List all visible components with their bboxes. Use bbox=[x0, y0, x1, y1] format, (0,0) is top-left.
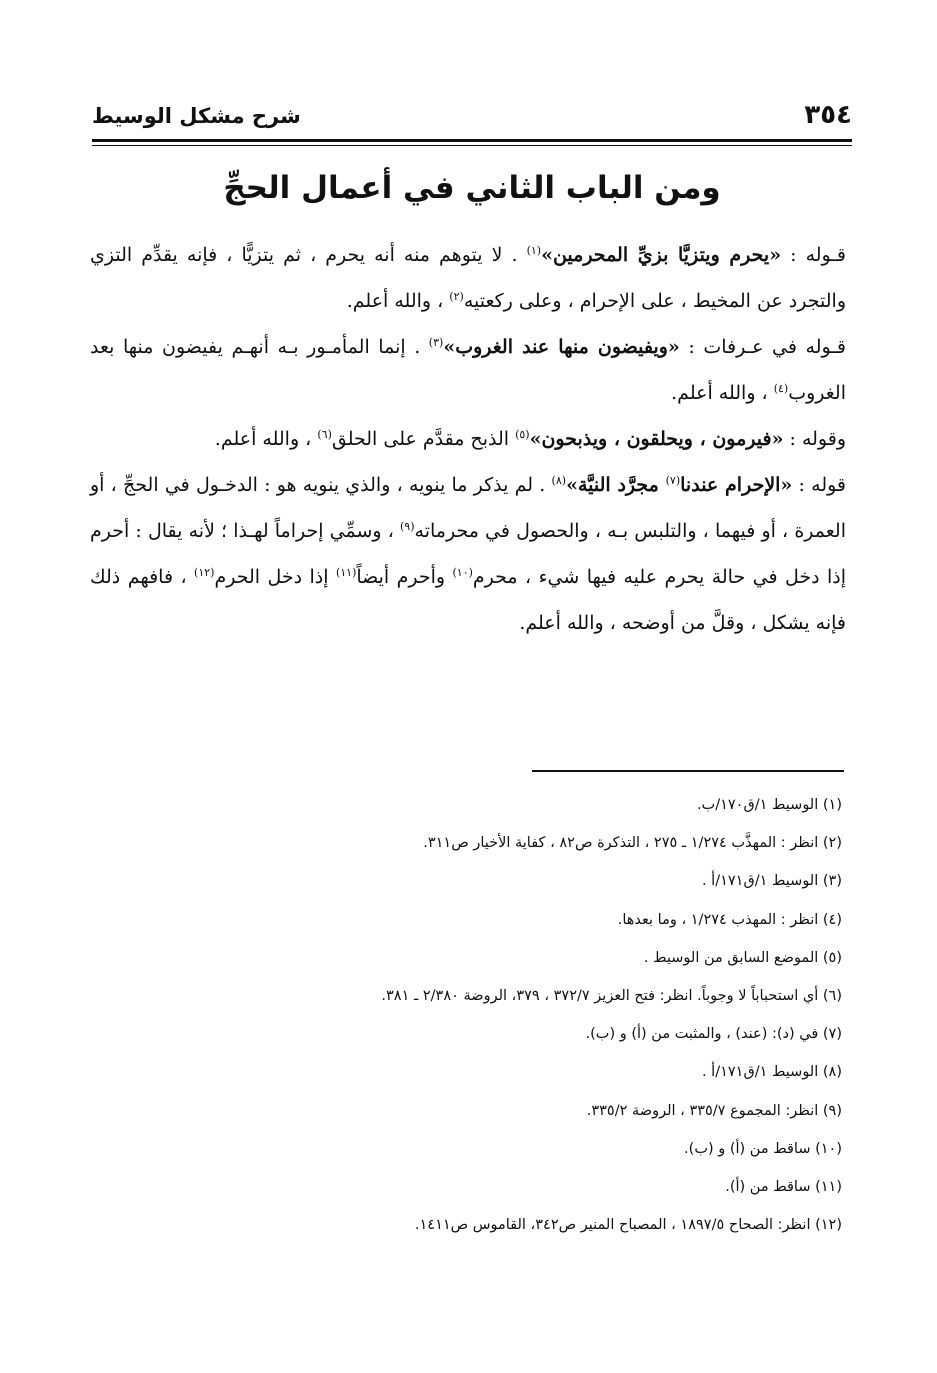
paragraph-4 bbox=[90, 462, 846, 646]
footnote-ref-5: (٥) bbox=[515, 428, 530, 441]
chapter-title: ومن الباب الثاني في أعمال الحجِّ bbox=[223, 170, 721, 206]
header-rule-thick bbox=[92, 139, 852, 142]
paragraph-3 bbox=[90, 416, 846, 462]
footnote-item: (٣) الوسيط ١/ق١٧١/أ . bbox=[701, 873, 842, 890]
paragraph-4-text-4: إذا دخل الحرم bbox=[214, 566, 336, 588]
paragraph-4-text-5: ، فافهم ذلك فإنه يشكل ، وقلَّ من أوضحه ، والله أعلم. bbox=[90, 566, 846, 634]
footnote-item: (٦) أي استحباباً لا وجوباً. انظر: فتح العزيز ٣٧٢/٧ ، ٣٧٩، الروضة ٢/٣٨٠ ـ ٣٨١. bbox=[381, 987, 842, 1004]
running-header-title: شرح مشكل الوسيط bbox=[92, 104, 301, 128]
footnote-item: (٥) الموضع السابق من الوسيط . bbox=[643, 949, 842, 966]
footnote-item: (٩) انظر: المجموع ٣٣٥/٧ ، الروضة ٣٣٥/٢. bbox=[586, 1102, 842, 1119]
footnotes-list bbox=[90, 790, 842, 1248]
paragraph-3-lead: وقوله : bbox=[783, 428, 846, 450]
main-text bbox=[90, 232, 846, 646]
paragraph-3-quote: «فيرمون ، ويحلقون ، ويذبحون» bbox=[529, 428, 784, 450]
footnote-item: (٧) في (د): (عند) ، والمثبت من (أ) و (ب). bbox=[585, 1026, 842, 1043]
footnote-ref-6: (٦) bbox=[317, 428, 332, 441]
footnote-ref-1: (١) bbox=[526, 244, 542, 257]
paragraph-1-text: . لا يتوهم منه أنه يحرم ، ثم يتزيًّا ، فإنه يقدِّم التزي والتجرد عن المخيط ، على الإحرام ، وعلى ركعتيه bbox=[90, 244, 846, 312]
footnote-ref-7: (٧) bbox=[665, 474, 681, 487]
running-header bbox=[92, 98, 852, 138]
footnote-ref-8: (٨) bbox=[551, 474, 567, 487]
paragraph-4-lead: قوله : bbox=[792, 474, 847, 496]
paragraph-4-text-2: ، وسمِّي إحراماً لهـذا ؛ لأنه يقال : أحرم إذا دخل في حالة يحرم عليه فيها شيء ، محرم bbox=[90, 520, 847, 588]
paragraph-2-lead: قـوله في عـرفات : bbox=[679, 336, 846, 358]
footnote-ref-3: (٣) bbox=[428, 336, 444, 349]
footnote-item: (٤) انظر : المهذب ١/٢٧٤ ، وما بعدها. bbox=[617, 911, 842, 928]
footnote-item: (١) الوسيط ١/ق١٧٠/ب. bbox=[696, 797, 842, 813]
paragraph-4-text-1: . لم يذكر ما ينويه ، والذي ينويه هو : الدخـول في الحجِّ ، أو العمرة ، أو فيهما ، والتلبس بـه ، والحصول في محرماته bbox=[90, 474, 846, 542]
footnote-ref-9: (٩) bbox=[400, 520, 415, 533]
paragraph-3-text: الذبح مقدَّم على الحلق bbox=[331, 428, 516, 450]
paragraph-4-quote-1: «الإحرام عندنا bbox=[680, 474, 793, 496]
footnote-ref-11: (١١) bbox=[335, 566, 357, 579]
paragraph-2-text: . إنما المأمـور بـه أنهـم يفيضون منها بعد الغروب bbox=[90, 336, 846, 404]
footnote-separator bbox=[532, 770, 844, 772]
paragraph-2-quote: «ويفيضون منها عند الغروب» bbox=[443, 336, 680, 358]
paragraph-2 bbox=[90, 324, 846, 416]
footnote-item: (٢) انظر : المهذَّب ١/٢٧٤ ـ ٢٧٥ ، التذكرة ص٨٢ ، كفاية الأخيار ص٣١١. bbox=[423, 835, 842, 852]
footnote-item: (١٠) ساقط من (أ) و (ب). bbox=[684, 1140, 842, 1157]
page-number: ٣٥٤ bbox=[804, 100, 852, 130]
footnote-ref-2: (٢) bbox=[449, 290, 464, 303]
paragraph-4-quote-2: مجرَّد النيَّة» bbox=[566, 474, 666, 496]
paragraph-1-end: ، والله أعلم. bbox=[346, 290, 450, 312]
footnote-item: (١٢) انظر: الصحاح ١٨٩٧/٥ ، المصباح المنير ص٣٤٢، القاموس ص١٤١١. bbox=[414, 1217, 842, 1234]
paragraph-3-end: ، والله أعلم. bbox=[214, 428, 318, 450]
footnote-ref-4: (٤) bbox=[773, 382, 789, 395]
footnote-item: (١١) ساقط من (أ). bbox=[725, 1178, 842, 1195]
paragraph-1-lead: قـوله : bbox=[781, 244, 847, 266]
footnote-ref-10: (١٠) bbox=[452, 566, 473, 579]
footnote-item: (٨) الوسيط ١/ق١٧١/أ . bbox=[701, 1064, 842, 1081]
paragraph-4-text-3: وأحرم أيضاً bbox=[356, 566, 453, 588]
paragraph-1-quote: «يحرم ويتزيَّا بزيِّ المحرمين» bbox=[541, 244, 782, 266]
paragraph-1 bbox=[90, 232, 846, 324]
footnote-ref-12: (١٢) bbox=[194, 566, 215, 579]
header-rule-thin bbox=[92, 145, 852, 146]
paragraph-2-end: ، والله أعلم. bbox=[671, 382, 774, 404]
